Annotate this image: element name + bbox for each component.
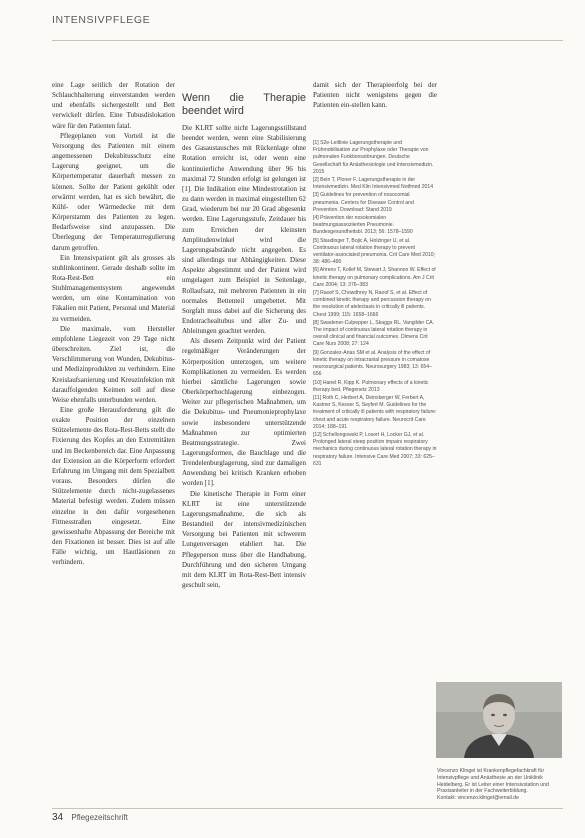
author-bio-text: Vincenzo Klingel ist Krankenpflegefachkraft für Intensivpflege und Anästhesie an der Uniklinik Heidelberg. Er ist Leiter einer Intensivstation und Praxisanleiter in der Fachweiterbildung. — [437, 768, 549, 795]
section-heading: Wenn die Therapie beendet wird — [182, 92, 306, 117]
text-column-1 — [52, 80, 175, 568]
header-rule — [52, 40, 563, 41]
magazine-name: Pflegezeitschrift — [71, 813, 128, 822]
section-header: INTENSIVPFLEGE — [52, 14, 151, 26]
reference-item: [8] Swadener-Culpepper L, Skaggs RL, Vangilder CA. The impact of continuous lateral rotation therapy in overall clinical and financial outcomes. Dimens Crit Care Nurs 2008; 27: 124 — [313, 319, 435, 348]
reference-item: [11] Roth C, Herbert A, Deinsberger W, Ferbert A, Kastner S, Kesser S, Seyfert M. Guidelines for the treatment of critically ill patients with respiratory failure: chest and acute respiratory failure. Neurocrit Care 2014; 188–191 — [313, 394, 437, 430]
reference-item: [3] Guidelines for prevention of nosocomial pneumonia. Centers for Disease Control and Prevention. Download: Stand 2019 — [313, 192, 414, 213]
paragraph: Als diesem Zeitpunkt wird der Patient regelmäßiger Veränderungen der Körperposition unterzogen, um weitere Komplikationen zu vermeiden. Es werden hierbei sämtliche Lagerungen sowie Oberkörperhochlagerung einbezogen. Weiter zur pflegerischen Maßnahmen, um die Dekubitus- und Pneumonieprophylaxe sowie insbesondere unterstützende Maßnahmen zur optimierten Beatmungsstrategie. Zwei Lagerungsformen, die Bauchlage und die Trendelenburglagerung, sind zur damaligen Anwendung bei kritisch Kranken erhoben worden [1]. — [182, 337, 306, 488]
paragraph: Eine große Herausforderung gilt die exakte Position der einzelnen Stützelemente des Rota-Rest-Betts stellt die Fixierung des Kopfes an den Extremitäten und im Beckenbereich dar. Eine Anpassung der Extension an die Körperform erfordert Erfahrung im Umgang mit dem Spezialbett voraus. Besonders dürfen die Stützelemente durch nicht-zugelassenes Material befestigt werden. Zudem müssen einzelne in den dafür vorgesehenen Fittnesstraßen eingesetzt. Eine gewissenhafte Abpassung der Bereiche mit den Fixationen ist besser. Dies ist auf alle Fälle wichtig, um Hautläsionen zu verhindern. — [52, 406, 175, 567]
author-bio — [437, 768, 565, 802]
reference-item: [6] Ahrens T, Kollef M, Stewart J, Shannon W. Effect of kinetic therapy on pulmonary complications. Am J Crit Care 2004; 13: 376–383 — [313, 267, 436, 288]
reference-item: [4] Prävention der nosokomialen beatmungsassoziierten Pneumonie. Bundesgesundheitsbl. 2013; 56: 1578–1590 — [313, 215, 413, 236]
paragraph: Pflegeplanen von Vorteil ist die Versorgung des Patienten mit einem angemessenen Dekubitusschutz eine Lagerung geeignet, um die Körpertemperatur dauerhaft messen zu können. Sollte der Patient gekühlt oder erwärmt werden, hat es sich bewährt, die Kühl- oder Wärmedecke mit dem Körperstamm des Patienten zu legen. Bedarfsweise sind anzupassen. Die Überlegung der Temperaturregulierung darum getroffen. — [52, 131, 175, 252]
reference-item: [2] Bein T, Ploner F. Lagerungstherapie in der Intensivmedizin. Med Klin Intensivmed Notfmed 2014 — [313, 177, 434, 191]
reference-list — [313, 140, 437, 469]
text-column-3 — [313, 80, 437, 110]
footer-rule — [52, 808, 563, 809]
paragraph: Die KLRT sollte nicht Lagerungsstillstand beendet werden, wenn eine Stabilisierung des Gasaustausches mit Rückenlage ohne Rotation erreicht ist, oder wenn eine kontinuierliche Anwendung über 96 bis maximal 72 Stunden erfolgt ist gelungen ist [1]. Die Indikation eine Mindestrotation ist zu dann werden in maximal eingestellten 62 Grad, wiederum bei nur 20 Grad abgesenkt werden. Eine Lagerungsstufe, Zeitdauer bis zum Erreichen der kleinsten Amplitudenwinkel wird die Lagerungsabstände nicht angegeben. Es sind allerdings nur Abhängigkeiten. Diese Aspekte abgestimmt und der Patient wird umgelagert zum Beispiel in Seitenlage, Rollaufsatz, mit mehreren Patienten in ein normales Bettenteil umgebettet. Mit Sorgfalt muss dabei auf die Sicherung des Endotrachealtubus und aller Zu- und Ableitungen geachtet werden. — [182, 124, 306, 336]
page-number: 34 — [52, 812, 64, 823]
author-portrait-icon — [436, 682, 562, 758]
reference-item: [10] Hanel R, Kipp K. Pulmonary effects of a kinetic therapy bed. Pflegenetz 2013 — [313, 379, 429, 393]
paragraph: Ein Intensivpatient gilt als grosses als stuhlinkontinent. Gerade deshalb sollte im Rota-Rest-Bett ein Stuhlmanagementsystem angewendet werden, um eine Kontamination von Fäkalien mit Patient, Personal und Material zu vermeiden. — [52, 253, 175, 323]
reference-item: [12] Schellongowski P, Losert H, Locker GJ, et al. Prolonged lateral steep position impairs respiratory mechanics during continuous lateral rotation therapy in respiratory failure. Intensive Care Med 2007; 33: 625–631 — [313, 431, 437, 467]
author-photo — [436, 682, 562, 758]
text-column-2 — [182, 92, 306, 590]
reference-item: [5] Staudinger T, Bojic A, Holzinger U, et al. Continuous lateral rotation therapy to prevent ventilator-associated pneumonia. Crit Care Med 2010; 38: 486–490 — [313, 237, 436, 266]
page-footer — [52, 812, 128, 823]
paragraph: Die kinetische Therapie in Form einer KLRT ist eine unterstützende Lagerungsmaßnahme, die sich als Bestandteil der intensivmedizinischen Versorgung bei Patienten mit schwerem Lungenversagen etabliert hat. Die Pflegeperson muss über die Handhabung, Durchführung und den sicheren Umgang mit dem KLRT im Rota-Rest-Bett intensiv geschult sein, — [182, 489, 306, 590]
reference-item: [9] Gonzalez-Arias SM et al. Analysis of the effect of kinetic therapy on intracranial pressure in comatose neurosurgical patients. Neurosurgery 1983; 13: 654–656 — [313, 349, 432, 378]
reference-item: [7] Raoof S, Chowdhrey N, Raoof S, et al. Effect of combined kinetic therapy and percussion therapy on the resolution of atelectasis in critically ill patients. Chest 1999; 115: 1658–1666 — [313, 290, 431, 318]
author-email[interactable]: Kontakt: vincenzo.klingel@email.de — [437, 795, 519, 802]
paragraph: Die maximale, vom Hersteller empfohlene Liegezeit von 29 Tage nicht überschreiten. Ziel ist, die Verschlimmerung von Wunden, Dekubitus- und Medizinprodukten zu verhindern. Eine Kreislaufsanierung und Kreuzinfektion mit darauffolgenden Keimen soll auf diese Weise ebenfalls unterbunden werden. — [52, 324, 175, 404]
paragraph: eine Lage seitlich der Rotation der Schlauchhalterung einverstanden werden und ebenfalls sichergestellt und Bett verwickelt dürfen. Eine Tubusdislokation wäre für den Patienten fatal. — [52, 81, 175, 130]
paragraph: damit sich der Therapieerfolg bei der Patienten nicht wenigstens gegen die Patienten ein-stellen kann. — [313, 81, 437, 110]
reference-item: [1] S2e-Leitlinie Lagerungstherapie und Frühmobilisation zur Prophylaxe oder Therapie von pulmonalen Funktionsstörungen. Deutsche Gesellschaft für Anästhesiologie und Intensivmedizin. 2015 — [313, 140, 434, 175]
